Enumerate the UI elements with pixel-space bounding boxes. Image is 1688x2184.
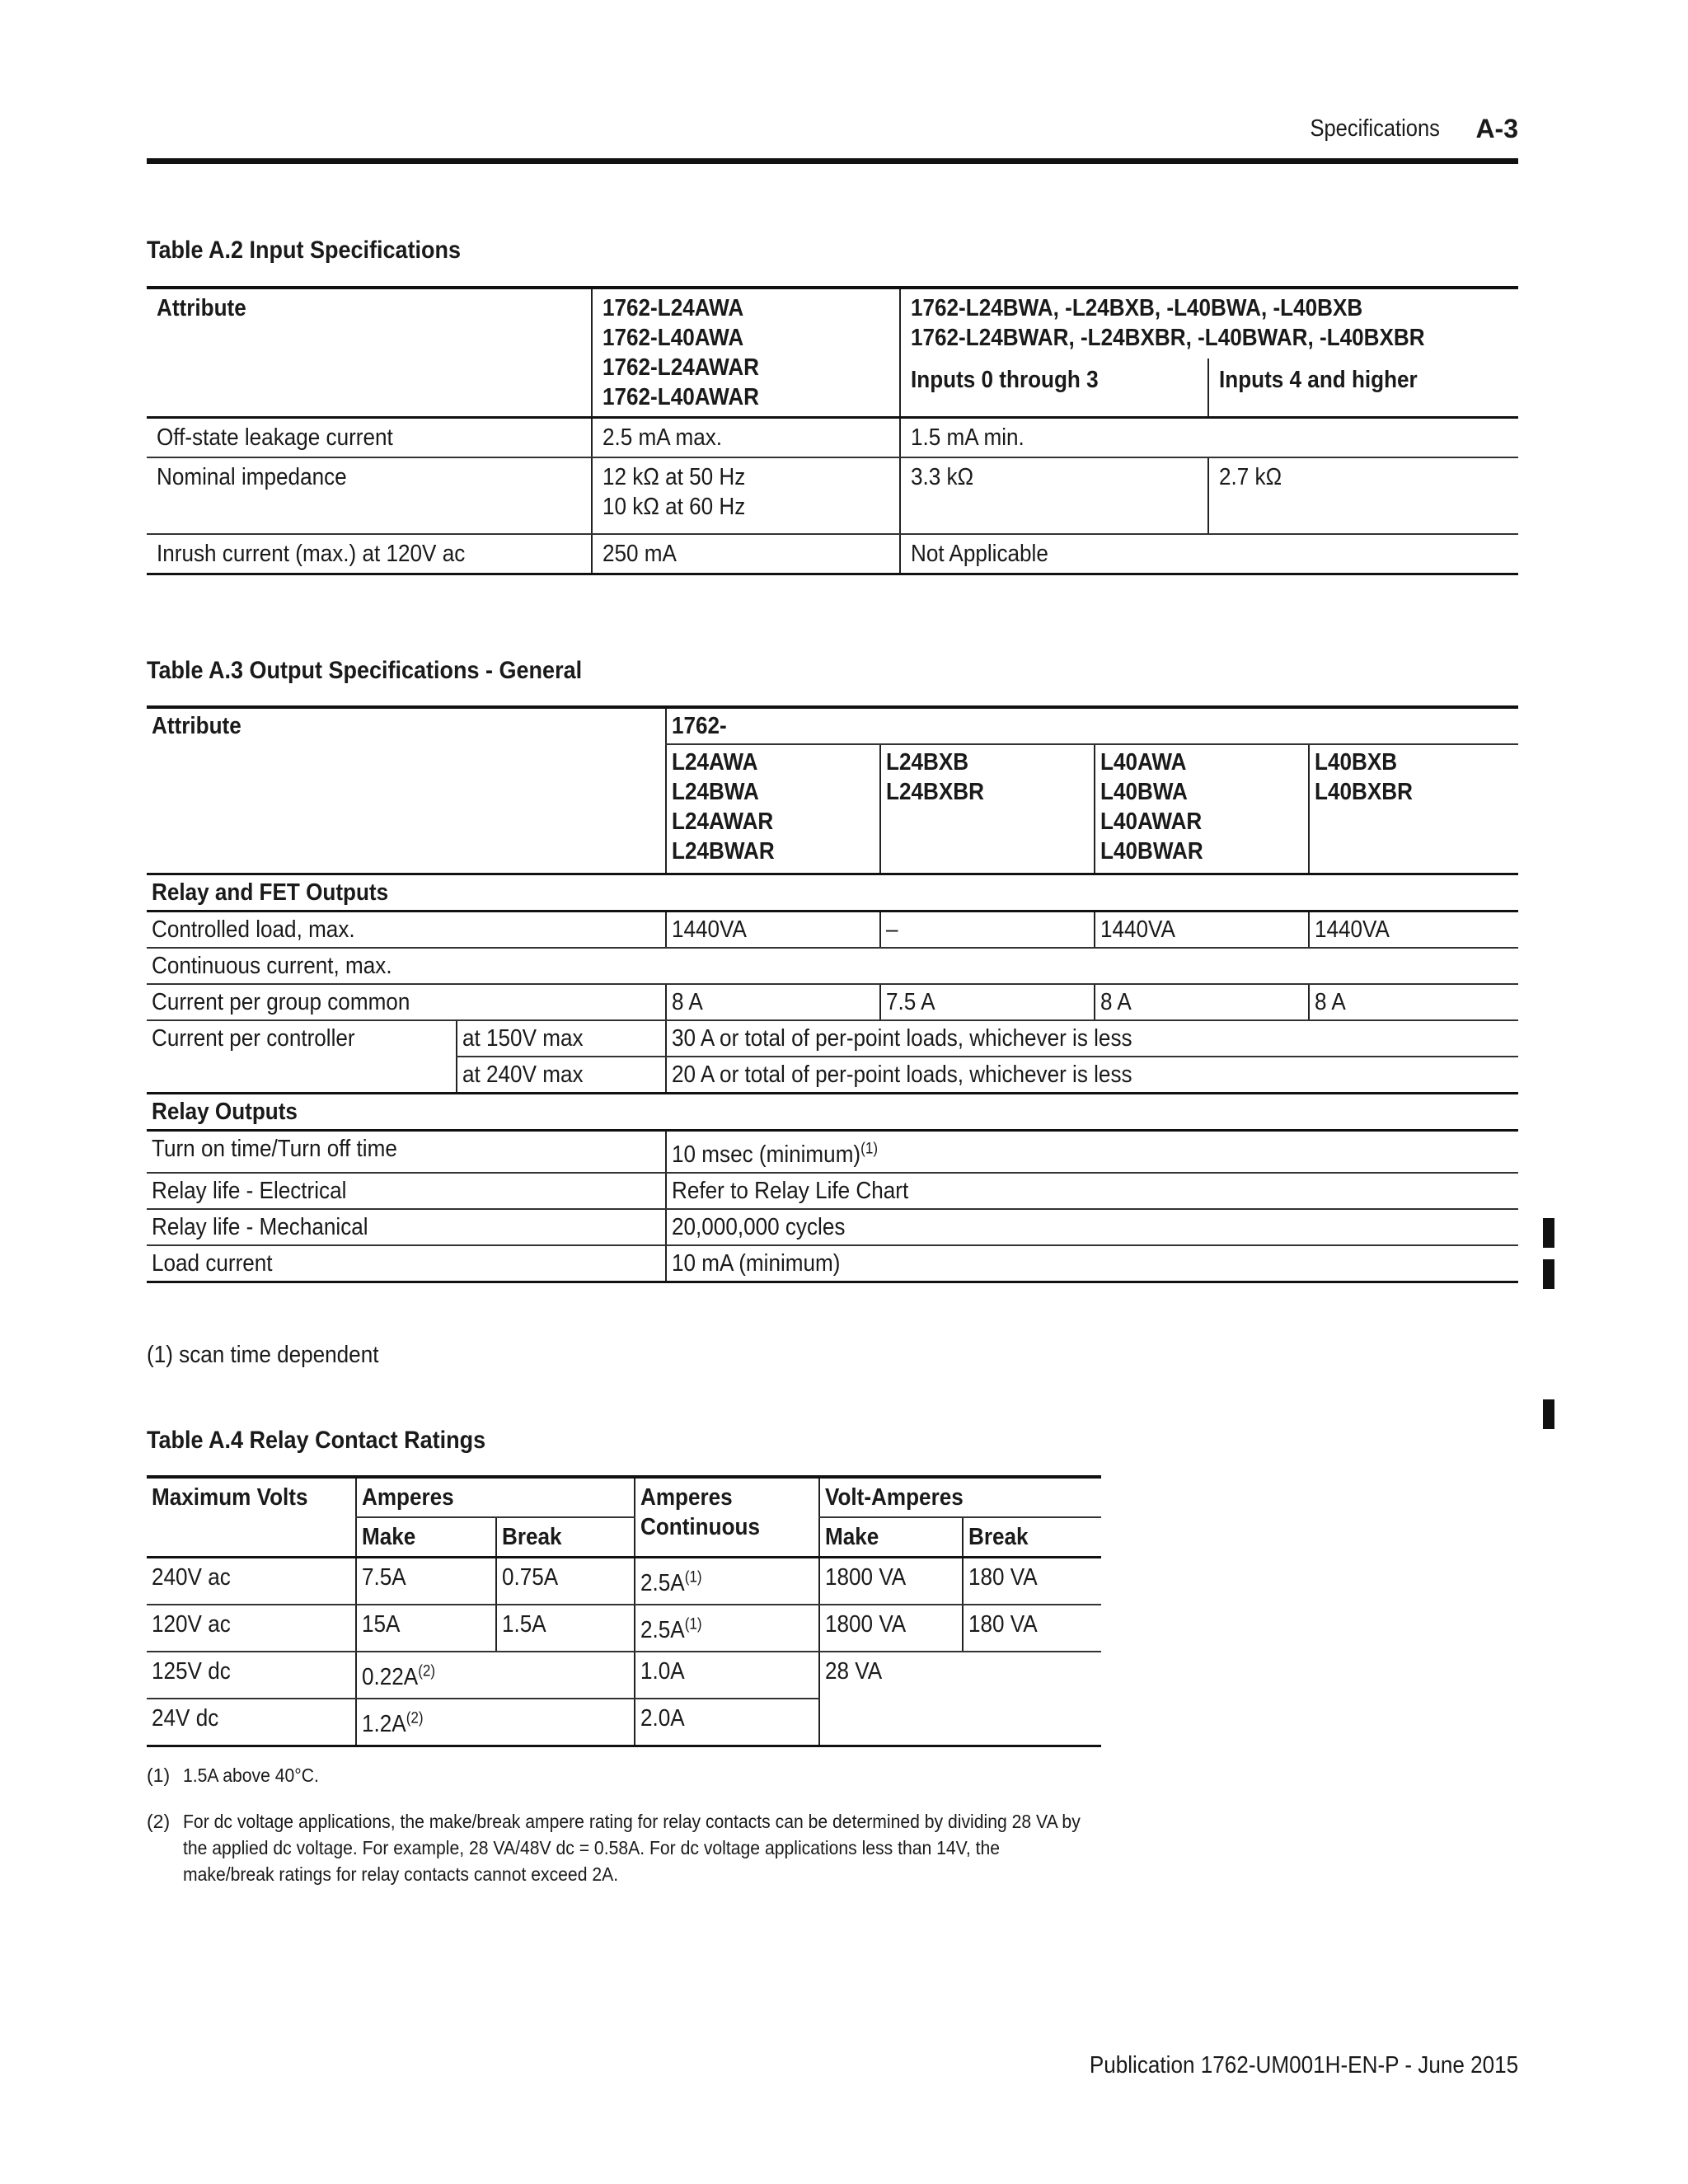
header-cell: 1762-L24BWA, -L24BXB, -L40BWA, -L40BXB 1762-L24BWAR, -L24BXBR, -L40BWAR, -L40BXBR	[900, 288, 1518, 359]
header-section: Specifications	[1310, 115, 1440, 142]
header-cell: Inputs 0 through 3	[900, 359, 1208, 417]
table-row: 240V ac 7.5A 0.75A $2.5A^{(1)}$ 1800 VA 180 VA	[147, 1558, 1101, 1605]
output-specifications-table	[147, 705, 1518, 1283]
table-row: Relay life - Mechanical 20,000,000 cycles	[147, 1209, 1518, 1245]
table-row: Inrush current (max.) at 120V ac 250 mA Not Applicable	[147, 534, 1518, 574]
table-a3-title: Table A.3 Output Specifications - General	[147, 657, 583, 684]
table-row: Current per group common 8 A 7.5 A 8 A 8 A	[147, 984, 1518, 1020]
table-row: Continuous current, max.	[147, 948, 1518, 984]
header-cell: L24AWA L24BWA L24AWAR L24BWAR	[666, 744, 880, 874]
header-cell: Maximum Volts	[147, 1477, 356, 1558]
header-cell: Make	[819, 1517, 963, 1558]
header-cell: L40AWA L40BWA L40AWAR L40BWAR	[1095, 744, 1309, 874]
table-row: Controlled load, max. 1440VA – 1440VA 1440VA	[147, 912, 1518, 949]
header-cell: 1762-L24AWA 1762-L40AWA 1762-L24AWAR 1762-L40AWAR	[592, 288, 900, 418]
table-a4-title: Table A.4 Relay Contact Ratings	[147, 1427, 486, 1454]
table-row: 125V dc $0.22A^{(2)}$ 1.0A 28 VA	[147, 1652, 1101, 1699]
page-header	[147, 115, 1518, 164]
table-a3-footnote: (1) scan time dependent	[147, 1342, 379, 1368]
header-cell: Amperes Continuous	[635, 1477, 819, 1558]
header-cell: L24BXB L24BXBR	[880, 744, 1095, 874]
change-bar	[1543, 1218, 1554, 1248]
table-row: Relay life - Electrical Refer to Relay Life Chart	[147, 1173, 1518, 1209]
change-bar	[1543, 1399, 1554, 1429]
table-row: at 240V max 20 A or total of per-point loads, whichever is less	[147, 1057, 1518, 1094]
header-cell: Attribute	[147, 707, 666, 874]
header-cell: Make	[356, 1517, 496, 1558]
table-row: Off-state leakage current 2.5 mA max. 1.5 mA min.	[147, 418, 1518, 458]
input-specifications-table	[147, 286, 1518, 575]
header-cell: Break	[496, 1517, 635, 1558]
header-cell: Inputs 4 and higher	[1208, 359, 1518, 417]
table-row: Nominal impedance 12 kΩ at 50 Hz 10 kΩ at 60 Hz 3.3 kΩ 2.7 kΩ	[147, 457, 1518, 534]
section-row: Relay and FET Outputs	[147, 874, 1518, 912]
change-bar	[1543, 1259, 1554, 1289]
header-cell: Amperes	[356, 1477, 635, 1517]
table-row: Current per controller at 150V max 30 A or total of per-point loads, whichever is less	[147, 1020, 1518, 1057]
header-cell: Volt-Amperes	[819, 1477, 1101, 1517]
table-row: Turn on time/Turn off time 10 msec (minimum)$^{(1)}$	[147, 1131, 1518, 1174]
header-cell: Attribute	[147, 288, 592, 418]
section-row: Relay Outputs	[147, 1094, 1518, 1131]
publication-footer: Publication 1762-UM001H-EN-P - June 2015	[1089, 2052, 1518, 2079]
header-cell: L40BXB L40BXBR	[1309, 744, 1518, 874]
table-row: 24V dc $1.2A^{(2)}$ 2.0A	[147, 1699, 1101, 1746]
table-row: Load current 10 mA (minimum)	[147, 1245, 1518, 1282]
table-a2-title: Table A.2 Input Specifications	[147, 237, 462, 264]
header-cell: 1762-	[666, 707, 1518, 744]
relay-contact-ratings-table	[147, 1475, 1101, 1747]
header-page-number: A-3	[1475, 114, 1518, 143]
header-cell: Break	[963, 1517, 1101, 1558]
table-row: 120V ac 15A 1.5A $2.5A^{(1)}$ 1800 VA 180 VA	[147, 1605, 1101, 1652]
